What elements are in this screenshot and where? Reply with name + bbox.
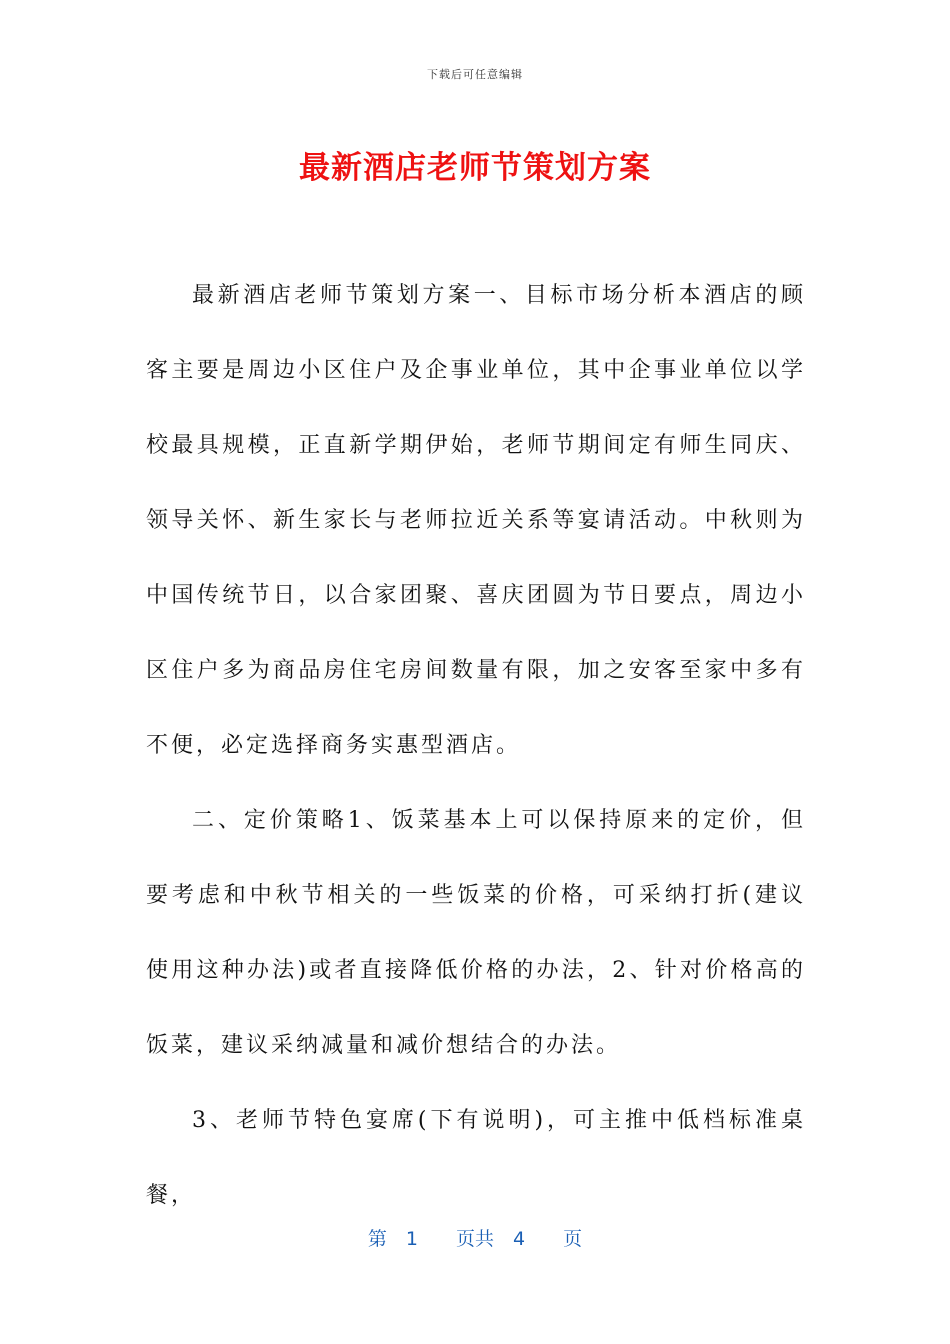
document-body	[146, 258, 806, 1233]
paragraph-1: 最新酒店老师节策划方案一、目标市场分析本酒店的顾客主要是周边小区住户及企事业单位，其中企事业单位以学校最具规模，正直新学期伊始，老师节期间定有师生同庆、领导关怀、新生家长与老师拉近关系等宴请活动。中秋则为中国传统节日，以合家团聚、喜庆团圆为节日要点，周边小区住户多为商品房住宅房间数量有限，加之安客至家中多有不便，必定选择商务实惠型酒店。	[146, 283, 806, 758]
page-header-note: 下载后可任意编辑	[427, 68, 523, 81]
document-title: 最新酒店老师节策划方案	[299, 150, 651, 186]
paragraph-3: 3、老师节特色宴席(下有说明)，可主推中低档标准桌餐，	[146, 1108, 806, 1208]
page-number-footer: 第 1 页共 4 页	[367, 1228, 583, 1250]
paragraph-2: 二、定价策略1、饭菜基本上可以保持原来的定价，但要考虑和中秋节相关的一些饭菜的价格，可采纳打折(建议使用这种办法)或者直接降低价格的办法，2、针对价格高的饭菜，建议采纳减量和减价想结合的办法。	[146, 808, 806, 1058]
